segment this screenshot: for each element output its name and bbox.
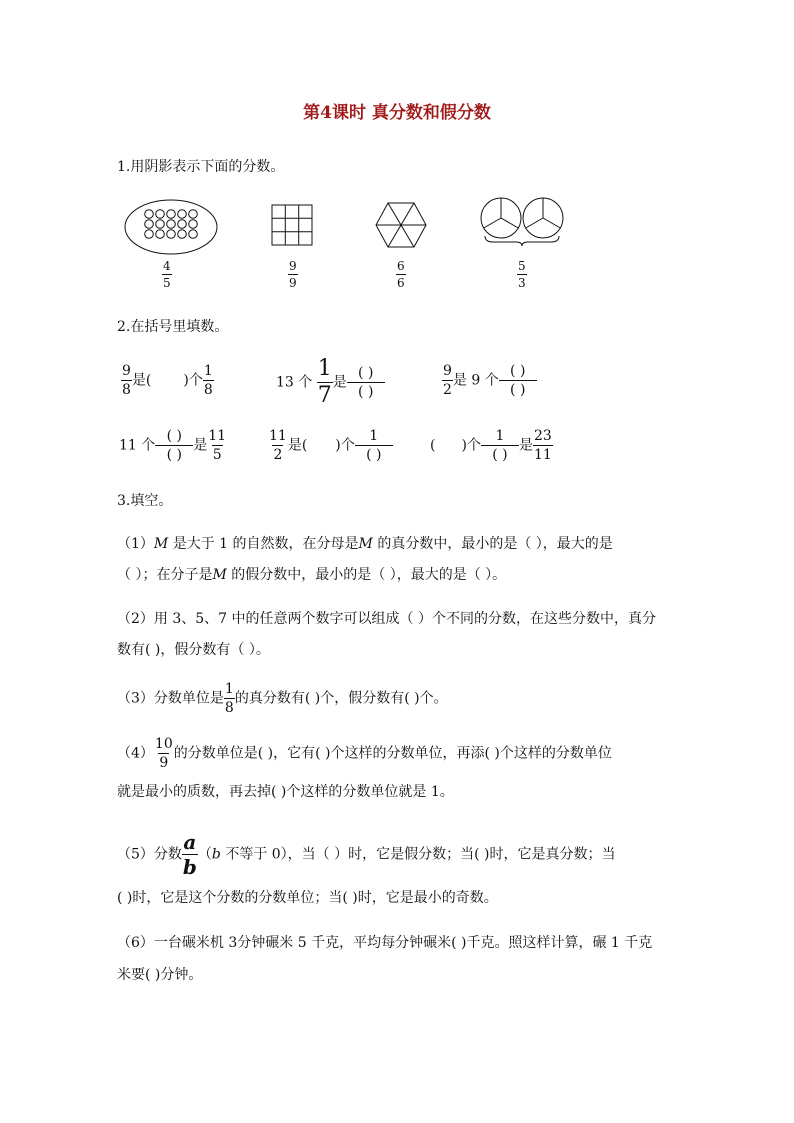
q2-row2-item3: ( )个 $\frac{1}{( )}$ 是 $\frac{23}{11}$ <box>430 428 552 463</box>
dot-circle <box>178 230 187 239</box>
dot-circle <box>156 230 165 239</box>
fraction-9-9: $\frac{9}{9}$ <box>289 259 297 290</box>
dot-circle <box>167 220 176 229</box>
fraction-4-5: $\frac{4}{5}$ <box>163 259 171 290</box>
answer-fraction-blank[interactable]: $\frac{( )}{( )}$ <box>499 364 537 397</box>
answer-fraction-blank[interactable]: $\frac{( )}{( )}$ <box>347 366 385 399</box>
dot-circle <box>189 230 198 239</box>
question-3-heading: 3.填空。 <box>117 493 173 509</box>
q2-row1-item3: $\frac{9}{2}$ 是 9 个 $\frac{( )}{( )}$ <box>442 364 537 397</box>
dot-circle <box>167 210 176 219</box>
q3-p4-line2: 就是最小的质数，再去掉( )个这样的分数单位就是 1。 <box>117 784 454 800</box>
question-1-heading: 1.用阴影表示下面的分数。 <box>117 159 285 175</box>
dot-circle <box>178 220 187 229</box>
fraction-6-6: $\frac{6}{6}$ <box>397 259 405 290</box>
q3-p5-line1: （5）分数 $\frac{a}{b}$ （b 不等于 0），当（ ）时，它是假分数；当( )时，它是真分数；当 <box>117 830 616 879</box>
q3-p1-line1: （1）M 是大于 1 的自然数，在分母是M 的真分数中，最小的是（ ），最大的是 <box>117 536 613 552</box>
dot-circle <box>178 210 187 219</box>
q2-row1-item2: 13 个 $\frac{1}{7}$ 是 $\frac{( )}{( )}$ <box>276 358 385 407</box>
q2-row1-item1: $\frac{9}{8}$ 是( )个 $\frac{1}{8}$ <box>122 363 213 398</box>
dot-circle <box>145 230 154 239</box>
q3-p4-line1: （4） $\frac{10}{9}$ 的分数单位是( )，它有( )个这样的分数单位，再添( )个这样的分数单位 <box>117 736 612 771</box>
q2-row2-item1: 11 个 $\frac{( )}{( )}$ 是 $\frac{11}{5}$ <box>119 428 227 463</box>
grid-square-figure <box>271 204 313 246</box>
q3-p1-line2: （ ）；在分子是M 的假分数中，最小的是（ ），最大的是（ ）。 <box>117 567 507 583</box>
q3-p6-line2: 米要( )分钟。 <box>117 967 203 983</box>
fraction-5-3: $\frac{5}{3}$ <box>518 259 526 290</box>
q3-p2-line1: （2）用 3、5、7 中的任意两个数字可以组成（ ）个不同的分数，在这些分数中，真分 <box>117 611 656 627</box>
q3-p6-line1: （6）一台碾米机 3分钟碾米 5 千克，平均每分钟碾米( )千克。照这样计算，碾 1 千克 <box>117 935 653 951</box>
hexagon-figure <box>375 202 427 248</box>
page-title: 第4课时 真分数和假分数 <box>303 103 491 123</box>
q3-p5-line2: ( )时，它是这个分数的分数单位；当( )时，它是最小的奇数。 <box>117 890 498 906</box>
question-2-heading: 2.在括号里填数。 <box>117 319 229 335</box>
answer-fraction-blank[interactable]: $\frac{( )}{( )}$ <box>155 429 193 462</box>
oval-dots-figure <box>124 198 219 256</box>
dot-circle <box>156 220 165 229</box>
q3-p2-line2: 数有( )，假分数有（ ）。 <box>117 642 270 658</box>
dot-circle <box>156 210 165 219</box>
dot-circle <box>167 230 176 239</box>
dot-circle <box>145 220 154 229</box>
q2-row2-item2: $\frac{11}{2}$ 是( )个 $\frac{1}{( )}$ <box>268 429 393 462</box>
dot-circle <box>189 220 198 229</box>
dot-circle <box>145 210 154 219</box>
q3-p3: （3）分数单位是 $\frac{1}{8}$ 的真分数有( )个，假分数有( )个。 <box>117 681 448 716</box>
two-circles-figure <box>479 196 567 246</box>
dot-circle <box>189 210 198 219</box>
